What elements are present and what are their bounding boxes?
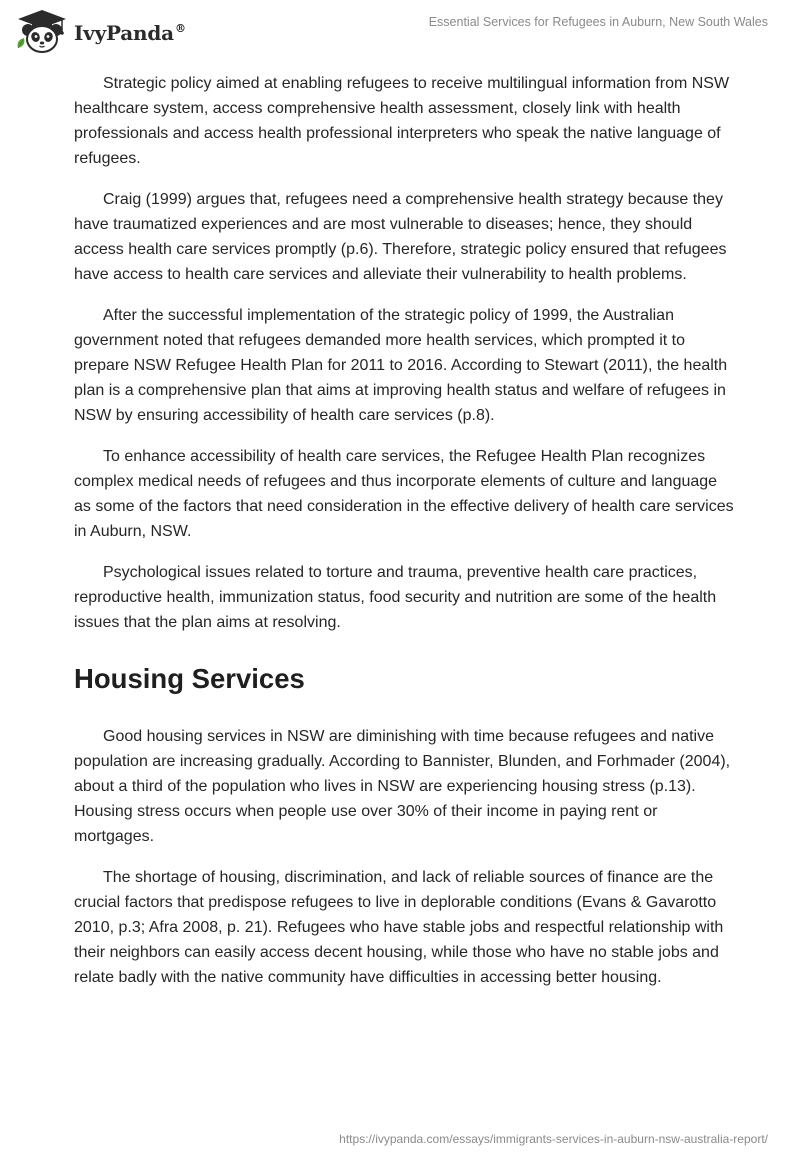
panda-graduate-icon — [14, 8, 70, 56]
source-url[interactable]: https://ivypanda.com/essays/immigrants-services-in-auburn-nsw-australia-report/ — [339, 1132, 768, 1146]
paragraph: Strategic policy aimed at enabling refugees to receive multilingual information from NSW healthcare system, access comprehensive health assessment, closely link with health professionals and access health professional interpreters who speak the native language of refugees. — [74, 75, 730, 167]
registered-mark: ® — [174, 22, 186, 36]
paragraph: Craig (1999) argues that, refugees need a comprehensive health strategy because they have traumatized experiences and are most vulnerable to diseases; hence, they should access health care services promptly (p.6). Therefore, strategic policy ensured that refugees have access to health care services and alleviate their vulnerability to health problems. — [74, 191, 727, 283]
ivypanda-logo[interactable] — [14, 8, 186, 56]
logo-wordmark: IvyPanda® — [74, 21, 186, 45]
paragraph: Psychological issues related to torture and trauma, preventive health care practices, reproductive health, immunization status, food security and nutrition are some of the health issues that the plan aims at resolving. — [74, 564, 717, 631]
document-title: Essential Services for Refugees in Auburn, New South Wales — [428, 15, 768, 29]
paragraph: The shortage of housing, discrimination, and lack of reliable sources of finance are the crucial factors that predispose refugees to live in deplorable conditions (Evans & Gavarotto 2010, p.3; Afra 2008, p. 21). Refugees who have stable jobs and respectful relationship with their neighbors can easily access decent housing, while those who have no stable jobs and relate badly with the native community have difficulties in accessing better housing. — [74, 869, 724, 986]
paragraph: To enhance accessibility of health care services, the Refugee Health Plan recognizes complex medical needs of refugees and thus incorporate elements of culture and language as some of the factors that need consideration in the effective delivery of health care services in Auburn, NSW. — [74, 448, 734, 540]
section-heading: Housing Services — [74, 663, 305, 694]
essay-body — [74, 71, 734, 1006]
paragraph: Good housing services in NSW are diminishing with time because refugees and native population are increasing gradually. According to Bannister, Blunden, and Forhmader (2004), about a third of the population who lives in NSW are experiencing housing stress (p.13). Housing stress occurs when people use over 30% of their income in paying rent or mortgages. — [74, 728, 731, 845]
page-header — [0, 0, 800, 62]
paragraph: After the successful implementation of the strategic policy of 1999, the Australian government noted that refugees demanded more health services, which prompted it to prepare NSW Refugee Health Plan for 2011 to 2016. According to Stewart (2011), the health plan is a comprehensive plan that aims at improving health status and welfare of refugees in NSW by ensuring accessibility of health care services (p.8). — [74, 307, 728, 424]
